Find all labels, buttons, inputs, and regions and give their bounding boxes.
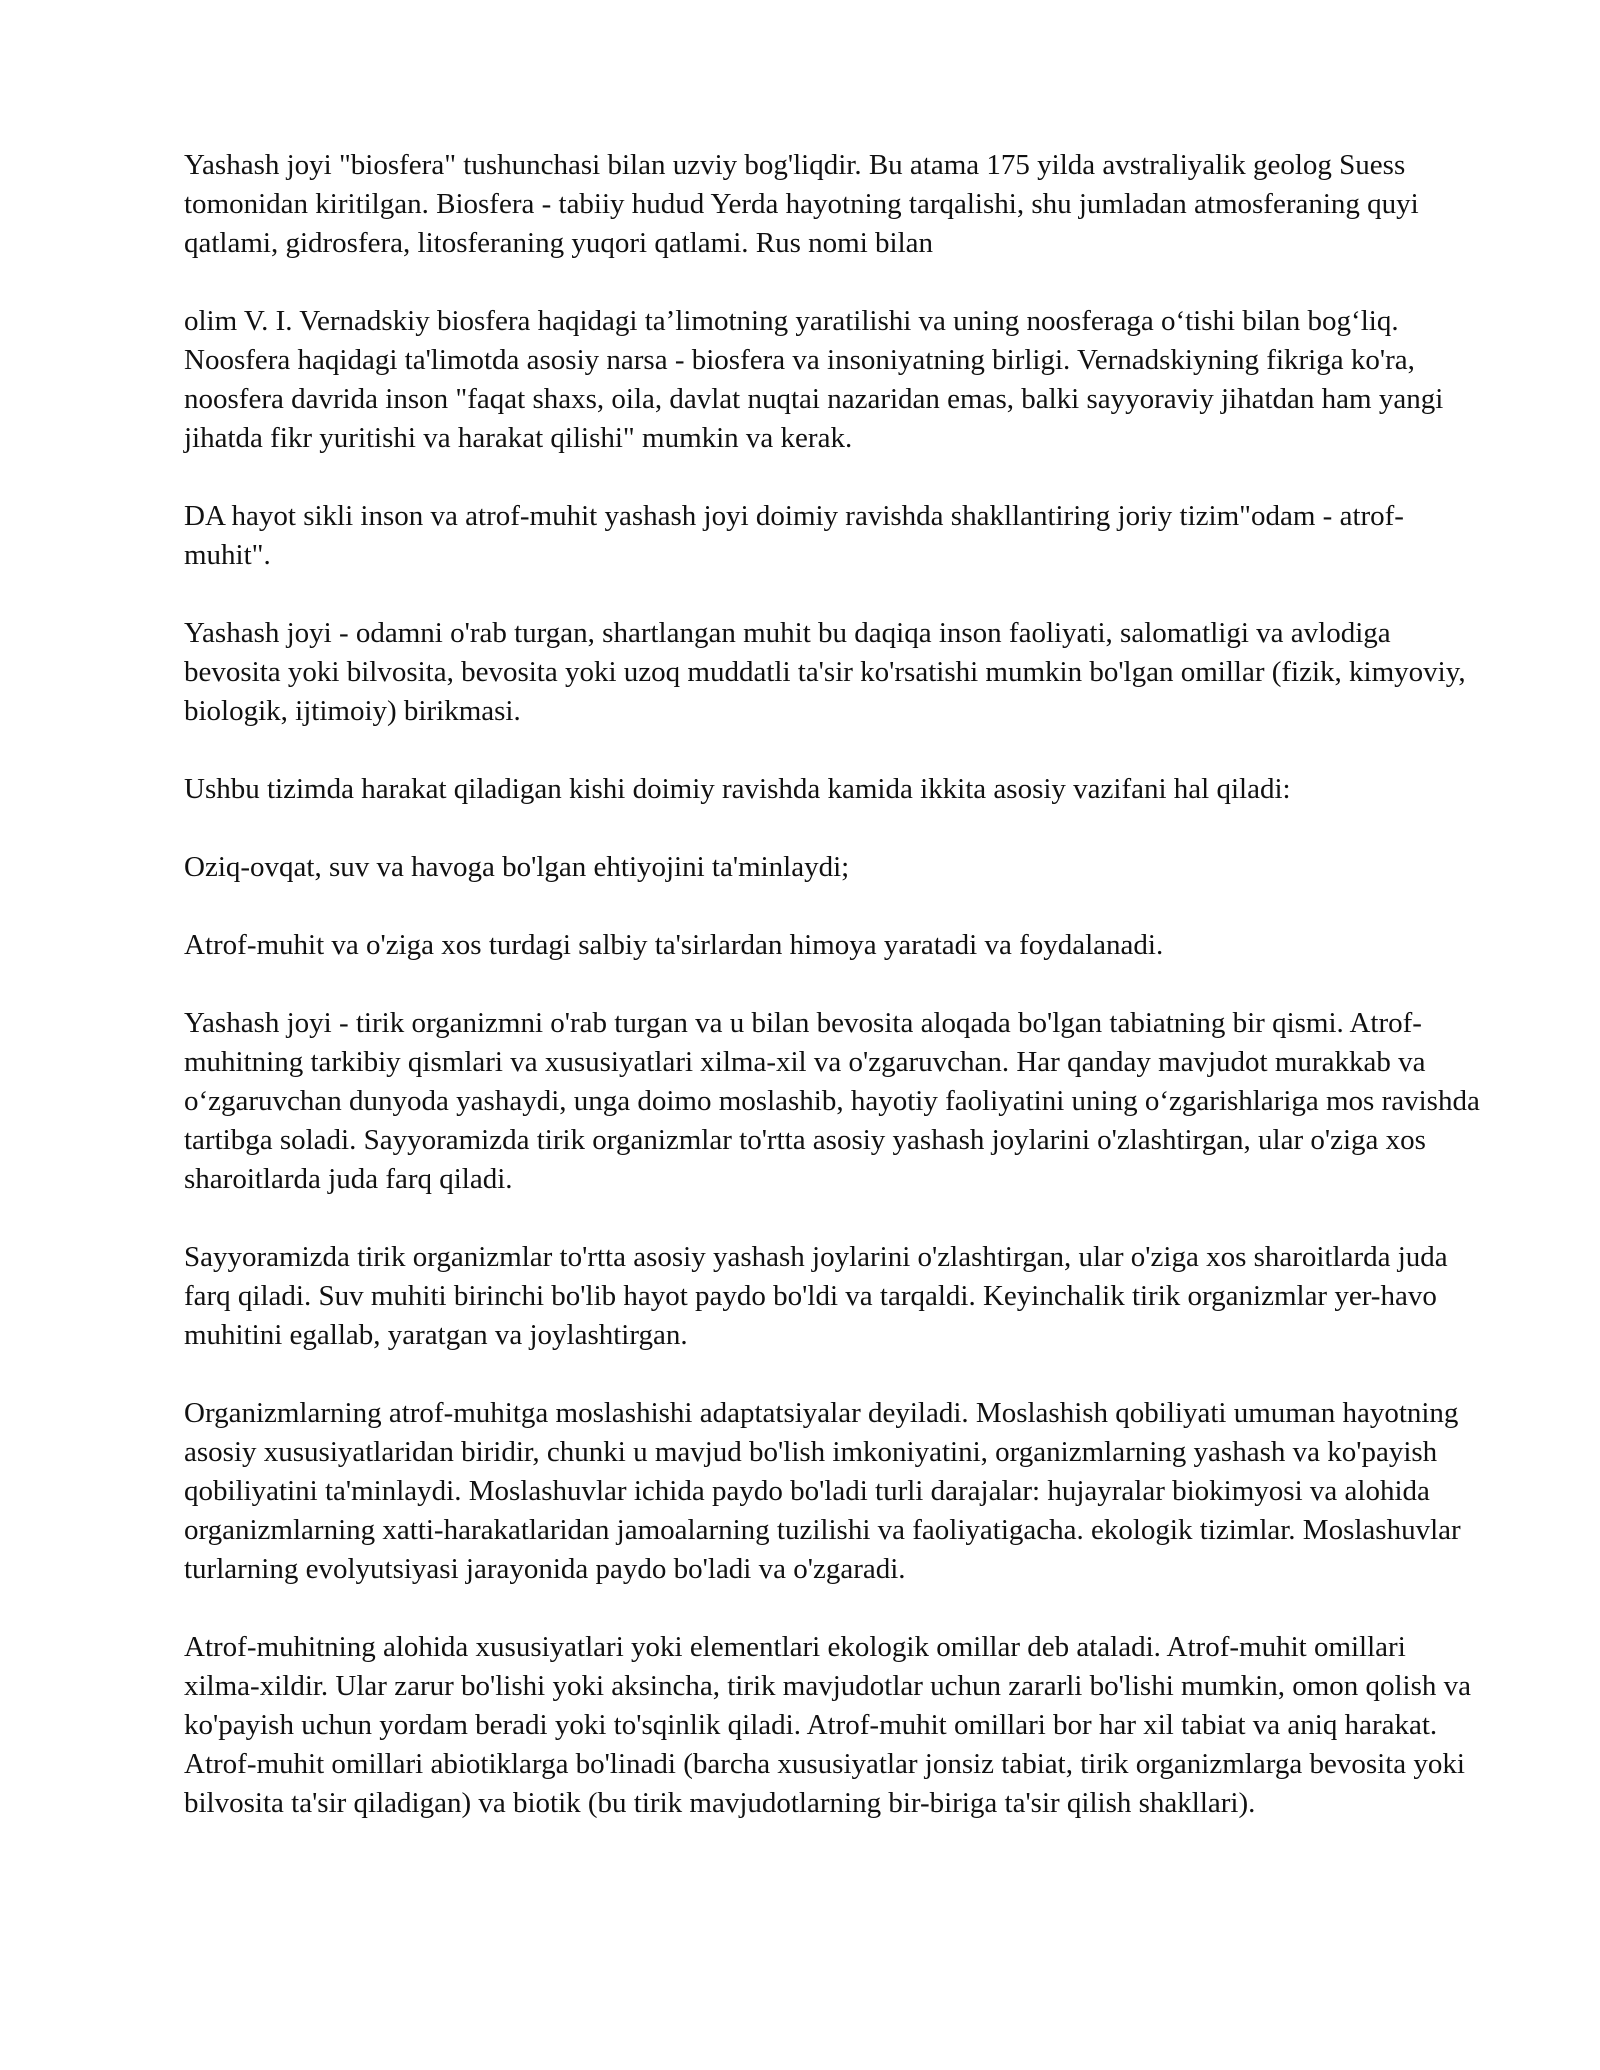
paragraph-5: Ushbu tizimda harakat qiladigan kishi doimiy ravishda kamida ikkita asosiy vazifani hal qiladi:	[184, 773, 1291, 805]
paragraph-3: DA hayot sikli inson va atrof-muhit yashash joyi doimiy ravishda shakllantiring joriy tizim"odam - atrof-muhit".	[184, 500, 1404, 571]
paragraph-11: Atrof-muhitning alohida xususiyatlari yoki elementlari ekologik omillar deb ataladi. Atrof-muhit omillari xilma-xildir. Ular zarur bo'lishi yoki aksincha, tirik mavjudotlar uchun zararli bo'lishi mumkin, omon qolish va ko'payish uchun yordam beradi yoki to'sqinlik qiladi. Atrof-muhit omillari bor har xil tabiat va aniq harakat. Atrof-muhit omillari abiotiklarga bo'linadi (barcha xususiyatlar jonsiz tabiat, tirik organizmlarga bevosita yoki bilvosita ta'sir qiladigan) va biotik (bu tirik mavjudotlarning bir-biriga ta'sir qilish shakllari).	[184, 1631, 1472, 1819]
paragraph-1: Yashash joyi "biosfera" tushunchasi bilan uzviy bog'liqdir. Bu atama 175 yilda avstraliyalik geolog Suess tomonidan kiritilgan. Biosfera - tabiiy hudud Yerda hayotning tarqalishi, shu jumladan atmosferaning quyi qatlami, gidrosfera, litosferaning yuqori qatlami. Rus nomi bilan	[184, 149, 1419, 259]
paragraph-8: Yashash joyi - tirik organizmni o'rab turgan va u bilan bevosita aloqada bo'lgan tabiatning bir qismi. Atrof-muhitning tarkibiy qismlari va xususiyatlari xilma-xil va o'zgaruvchan. Har qanday mavjudot murakkab va o‘zgaruvchan dunyoda yashaydi, unga doimo moslashib, hayotiy faoliyatini uning o‘zgarishlariga mos ravishda tartibga soladi. Sayyoramizda tirik organizmlar to'rtta asosiy yashash joylarini o'zlashtirgan, ular o'ziga xos sharoitlarda juda farq qiladi.	[184, 1007, 1480, 1195]
paragraph-2: olim V. I. Vernadskiy biosfera haqidagi ta’limotning yaratilishi va uning noosferaga o‘tishi bilan bog‘liq. Noosfera haqidagi ta'limotda asosiy narsa - biosfera va insoniyatning birligi. Vernadskiyning fikriga ko'ra, noosfera davrida inson "faqat shaxs, oila, davlat nuqtai nazaridan emas, balki sayyoraviy jihatdan ham yangi jihatda fikr yuritishi va harakat qilishi" mumkin va kerak.	[184, 305, 1444, 454]
paragraph-4: Yashash joyi - odamni o'rab turgan, shartlangan muhit bu daqiqa inson faoliyati, salomatligi va avlodiga bevosita yoki bilvosita, bevosita yoki uzoq muddatli ta'sir ko'rsatishi mumkin bo'lgan omillar (fizik, kimyoviy, biologik, ijtimoiy) birikmasi.	[184, 617, 1466, 727]
paragraph-6: Oziq-ovqat, suv va havoga bo'lgan ehtiyojini ta'minlaydi;	[184, 851, 850, 883]
paragraph-7: Atrof-muhit va o'ziga xos turdagi salbiy ta'sirlardan himoya yaratadi va foydalanadi.	[184, 929, 1164, 961]
paragraph-9: Sayyoramizda tirik organizmlar to'rtta asosiy yashash joylarini o'zlashtirgan, ular o'ziga xos sharoitlarda juda farq qiladi. Suv muhiti birinchi bo'lib hayot paydo bo'ldi va tarqaldi. Keyinchalik tirik organizmlar yer-havo muhitini egallab, yaratgan va joylashtirgan.	[184, 1241, 1448, 1351]
document-page	[184, 146, 1484, 1862]
paragraph-10: Organizmlarning atrof-muhitga moslashishi adaptatsiyalar deyiladi. Moslashish qobiliyati umuman hayotning asosiy xususiyatlaridan biridir, chunki u mavjud bo'lish imkoniyatini, organizmlarning yashash va ko'payish qobiliyatini ta'minlaydi. Moslashuvlar ichida paydo bo'ladi turli darajalar: hujayralar biokimyosi va alohida organizmlarning xatti-harakatlaridan jamoalarning tuzilishi va faoliyatigacha. ekologik tizimlar. Moslashuvlar turlarning evolyutsiyasi jarayonida paydo bo'ladi va o'zgaradi.	[184, 1397, 1461, 1585]
